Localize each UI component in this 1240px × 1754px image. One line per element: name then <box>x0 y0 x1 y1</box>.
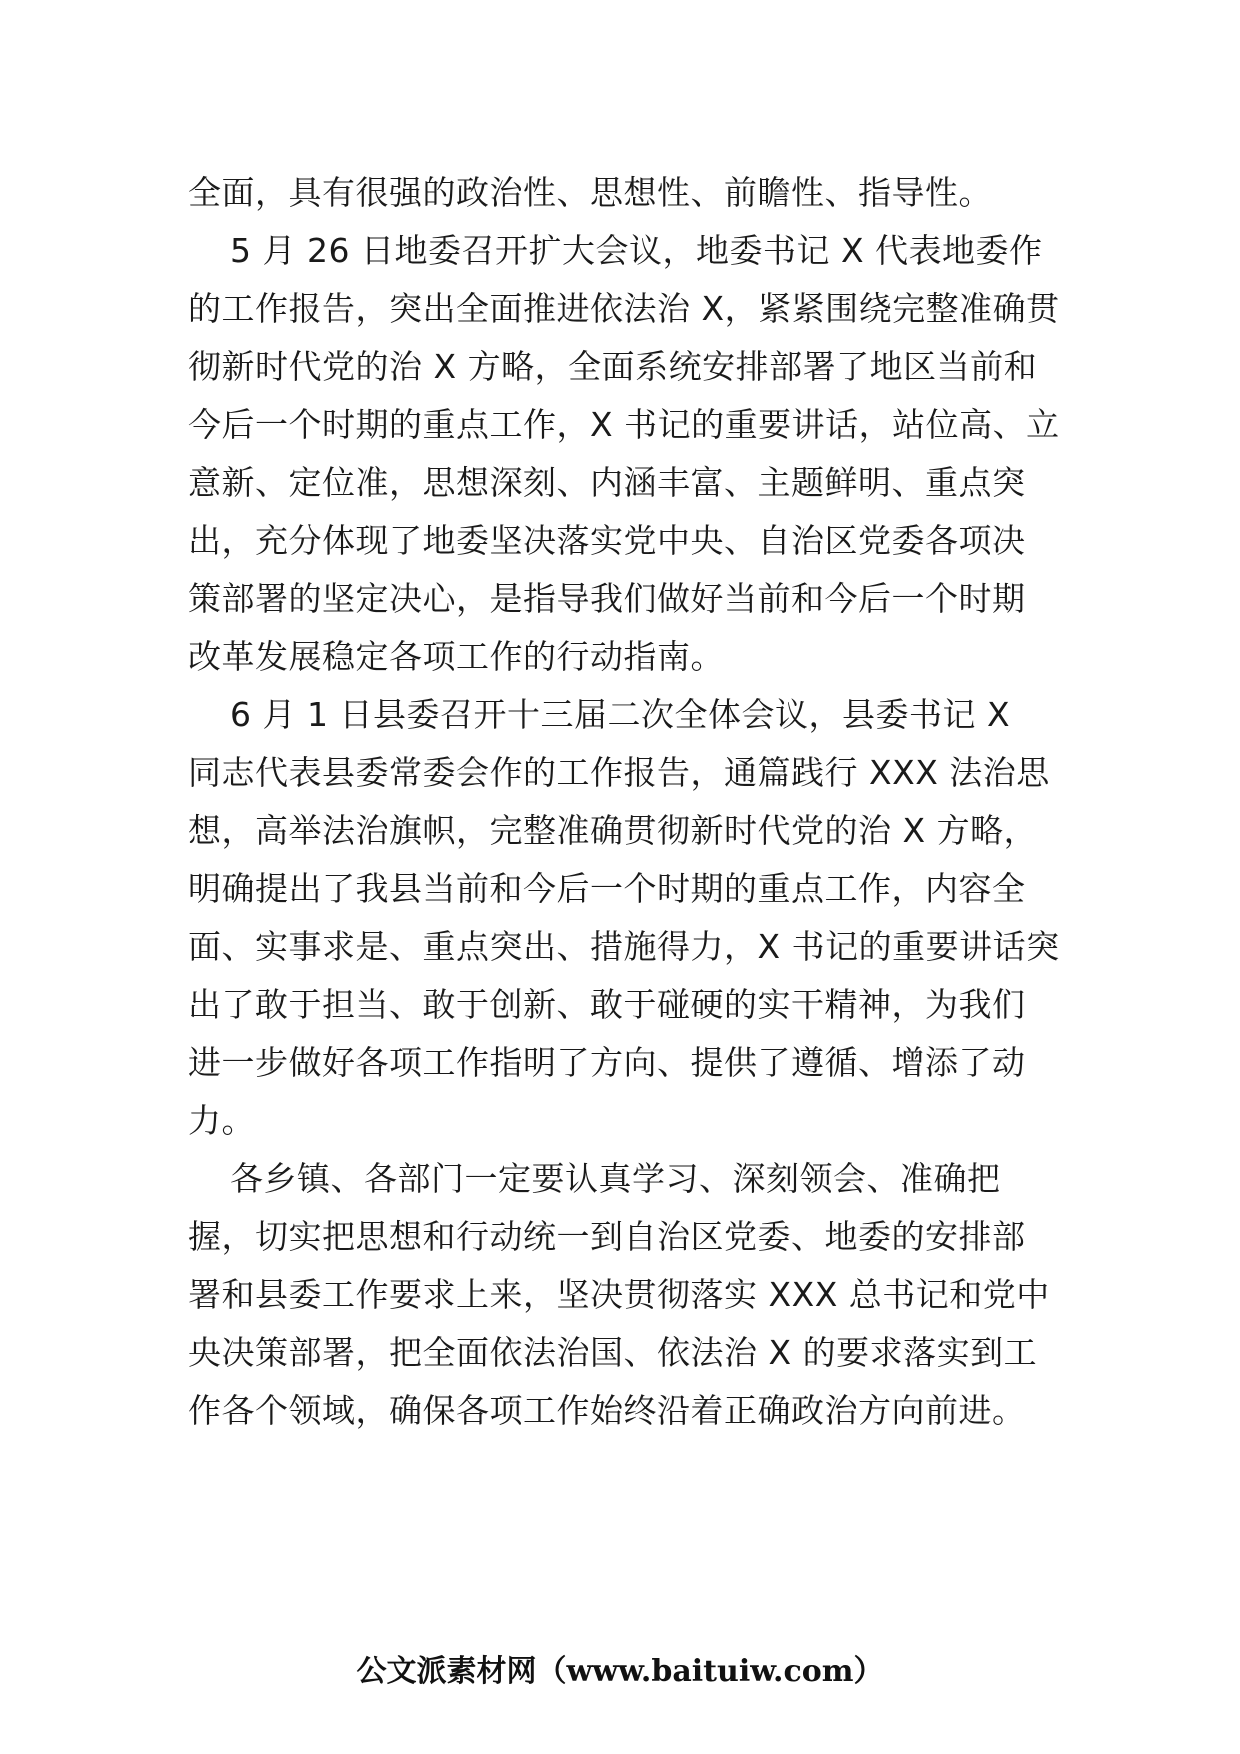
text-line: 央决策部署，把全面依法治国、依法治 X 的要求落实到工 <box>188 1333 1038 1372</box>
text-line: 作各个领域，确保各项工作始终沿着正确政治方向前进。 <box>188 1391 1026 1430</box>
footer-watermark: 公文派素材网（www.baituiw.com） <box>356 1654 884 1689</box>
text-line: 出，充分体现了地委坚决落实党中央、自治区党委各项决 <box>188 521 1026 560</box>
text-line: 意新、定位准，思想深刻、内涵丰富、主题鲜明、重点突 <box>188 463 1026 502</box>
text-line: 彻新时代党的治 X 方略，全面系统安排部署了地区当前和 <box>188 347 1038 386</box>
text-line: 6 月 1 日县委召开十三届二次全体会议，县委书记 X <box>230 695 1011 734</box>
text-line: 改革发展稳定各项工作的行动指南。 <box>188 637 724 676</box>
text-line: 力。 <box>188 1101 255 1140</box>
text-line: 全面，具有很强的政治性、思想性、前瞻性、指导性。 <box>188 173 992 212</box>
text-line: 出了敢于担当、敢于创新、敢于碰硬的实干精神，为我们 <box>188 985 1026 1024</box>
text-line: 策部署的坚定决心，是指导我们做好当前和今后一个时期 <box>188 579 1026 618</box>
text-line: 握，切实把思想和行动统一到自治区党委、地委的安排部 <box>188 1217 1026 1256</box>
text-line: 明确提出了我县当前和今后一个时期的重点工作，内容全 <box>188 869 1026 908</box>
text-line: 今后一个时期的重点工作，X 书记的重要讲话，站位高、立 <box>188 405 1060 444</box>
text-line: 面、实事求是、重点突出、措施得力，X 书记的重要讲话突 <box>188 927 1060 966</box>
text-line: 5 月 26 日地委召开扩大会议，地委书记 X 代表地委作 <box>230 231 1043 270</box>
text-line: 各乡镇、各部门一定要认真学习、深刻领会、准确把 <box>230 1159 1001 1198</box>
text-line: 署和县委工作要求上来，坚决贯彻落实 XXX 总书记和党中 <box>188 1275 1050 1314</box>
text-line: 的工作报告，突出全面推进依法治 X，紧紧围绕完整准确贯 <box>188 289 1060 328</box>
text-line: 想，高举法治旗帜，完整准确贯彻新时代党的治 X 方略， <box>188 811 1038 850</box>
text-line: 同志代表县委常委会作的工作报告，通篇践行 XXX 法治思 <box>188 753 1050 792</box>
text-line: 进一步做好各项工作指明了方向、提供了遵循、增添了动 <box>188 1043 1026 1082</box>
